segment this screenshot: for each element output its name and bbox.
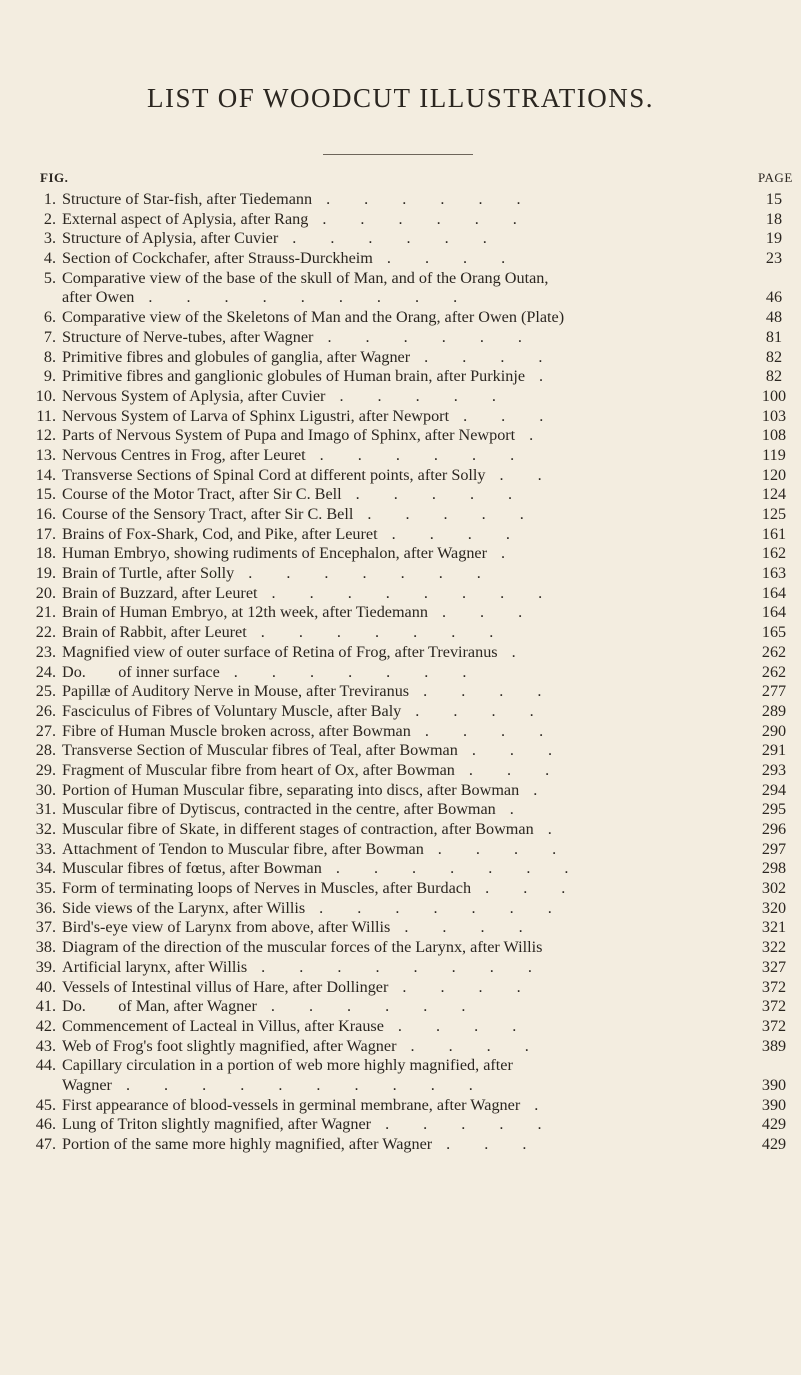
caption-text: Primitive fibres and ganglionic globules of Human brain, after Purkinje (62, 367, 526, 386)
figure-caption (62, 288, 472, 308)
figure-caption (62, 820, 567, 840)
dot-leaders: . . . . (424, 721, 559, 740)
page-number: 108 (761, 426, 787, 445)
caption-text: Do. of Man, after Wagner (62, 997, 257, 1016)
list-item (0, 781, 801, 801)
page-number: 165 (761, 623, 787, 642)
figure-caption (62, 1037, 544, 1057)
dot-leaders: . . . . (402, 977, 536, 996)
figure-number: 39. (35, 957, 56, 976)
caption-text: Muscular fibre of Dytiscus, contracted in the centre, after Bowman (62, 800, 496, 819)
figure-caption (62, 879, 580, 899)
illustrations-list (0, 190, 801, 1155)
figure-caption (62, 899, 567, 919)
page-number: 322 (761, 938, 787, 957)
figure-number: 19. (35, 564, 56, 583)
dot-leaders: . . . . . . (327, 327, 537, 346)
figure-number: 10. (35, 386, 56, 405)
page-number: 372 (761, 1016, 787, 1035)
page-number: 297 (761, 839, 787, 858)
figure-caption (62, 702, 549, 722)
caption-text: Artificial larynx, after Willis (62, 957, 248, 976)
figure-number: 38. (35, 938, 56, 957)
figure-number: 12. (35, 426, 56, 445)
figure-number: 1. (43, 190, 56, 208)
list-item (0, 918, 801, 938)
dot-leaders: . (534, 1095, 554, 1114)
figure-caption (62, 643, 531, 663)
list-item (0, 1115, 801, 1135)
page-number: 82 (765, 367, 783, 386)
figure-number: 21. (35, 603, 56, 622)
figure-number: 20. (35, 583, 56, 602)
figure-number: 29. (35, 760, 56, 779)
list-item (0, 859, 801, 879)
caption-text: Web of Frog's foot slightly magnified, after Wagner (62, 1036, 397, 1055)
figure-caption (62, 249, 520, 269)
caption-text: Nervous System of Aplysia, after Cuvier (62, 386, 326, 405)
figure-number: 23. (35, 642, 56, 661)
caption-text: Lung of Triton slightly magnified, after Wagner (62, 1115, 372, 1134)
list-item (0, 663, 801, 683)
list-item (0, 603, 801, 623)
page-number: 164 (761, 583, 787, 602)
caption-text: Papillæ of Auditory Nerve in Mouse, after Treviranus (62, 682, 410, 701)
caption-text: Primitive fibres and globules of ganglia, after Wagner (62, 347, 411, 366)
list-item (0, 328, 801, 348)
page-number: 277 (761, 682, 787, 701)
caption-text: Human Embryo, showing rudiments of Encephalon, after Wagner (62, 544, 488, 563)
caption-text: Nervous Centres in Frog, after Leuret (62, 445, 306, 464)
figure-number: 35. (35, 879, 56, 898)
caption-text: Structure of Star-fish, after Tiedemann (62, 190, 313, 208)
caption-text: Comparative view of the base of the skull of Man, and of the Orang Outan, (62, 268, 549, 287)
page-number: 164 (761, 603, 787, 622)
list-item (0, 1056, 801, 1076)
list-item (0, 840, 801, 860)
caption-text: External aspect of Aplysia, after Rang (62, 209, 309, 228)
dot-leaders: . . . . . . (270, 997, 481, 1016)
figure-number: 18. (35, 544, 56, 563)
page-number: 161 (761, 524, 787, 543)
dot-leaders: . . . (446, 1135, 542, 1153)
figure-caption (62, 564, 496, 584)
figure-number: 34. (35, 859, 56, 878)
dot-leaders: . (509, 800, 529, 819)
figure-number: 25. (35, 682, 56, 701)
dot-leaders: . . . (485, 879, 581, 898)
figure-caption (62, 800, 529, 820)
caption-text: Bird's-eye view of Larynx from above, after Willis (62, 918, 391, 937)
figure-caption (62, 722, 558, 742)
dot-leaders: . (533, 780, 553, 799)
list-item (0, 288, 801, 308)
figure-number: 14. (35, 465, 56, 484)
figure-caption (62, 308, 578, 328)
figure-caption (62, 1076, 488, 1096)
figure-number: 15. (35, 485, 56, 504)
figure-number: 30. (35, 780, 56, 799)
figure-caption (62, 623, 508, 643)
figure-caption (62, 978, 536, 998)
page-number: 162 (761, 544, 787, 563)
caption-text: Section of Cockchafer, after Strauss-Durckheim (62, 249, 373, 268)
figure-caption (62, 1115, 556, 1135)
figure-caption (62, 741, 567, 761)
caption-text: Parts of Nervous System of Pupa and Imago of Sphinx, after Newport (62, 426, 516, 445)
caption-text: Brain of Rabbit, after Leuret (62, 623, 247, 642)
page-number: 262 (761, 662, 787, 681)
list-item (0, 1096, 801, 1116)
caption-text: Brain of Buzzard, after Leuret (62, 583, 258, 602)
page-number: 295 (761, 800, 787, 819)
page-number: 293 (761, 760, 787, 779)
page-number: 389 (761, 1036, 787, 1055)
page-number: 81 (765, 327, 783, 346)
list-item (0, 938, 801, 958)
list-item (0, 741, 801, 761)
dot-leaders: . . . . . . (322, 209, 532, 228)
dot-leaders: . . . . . . . (233, 662, 482, 681)
figure-number: 4. (43, 249, 56, 268)
dot-leaders: . . . . . . (292, 229, 502, 248)
dot-leaders: . . . (468, 760, 565, 779)
caption-text: Fasciculus of Fibres of Voluntary Muscle, after Baly (62, 701, 402, 720)
figure-number: 7. (43, 327, 56, 346)
figure-caption (62, 544, 520, 564)
list-item (0, 1017, 801, 1037)
page-number: 372 (761, 997, 787, 1016)
figure-caption (62, 426, 548, 446)
caption-text: Brains of Fox-Shark, Cod, and Pike, after Leuret (62, 524, 378, 543)
list-item (0, 210, 801, 230)
dot-leaders: . . . . . . . . . (148, 288, 473, 307)
figure-caption (62, 584, 557, 604)
list-item (0, 958, 801, 978)
dot-leaders: . . . . . . . (260, 623, 509, 642)
figure-number: 27. (35, 721, 56, 740)
caption-text: Muscular fibre of Skate, in different stages of contraction, after Bowman (62, 820, 534, 838)
dot-leaders: . . . . (410, 1036, 544, 1055)
page-number: 327 (761, 957, 787, 976)
figure-caption (62, 682, 556, 702)
figure-caption (62, 328, 537, 348)
dot-leaders: . . (499, 465, 557, 484)
page-number: 390 (761, 1075, 787, 1094)
page-number: 19 (765, 229, 783, 248)
page-number: 291 (761, 741, 787, 760)
dot-leaders: . (529, 426, 549, 445)
list-item (0, 997, 801, 1017)
dot-leaders: . . . . (386, 249, 521, 268)
caption-text: Side views of the Larynx, after Willis (62, 898, 306, 917)
caption-text: Nervous System of Larva of Sphinx Ligustri, after Newport (62, 406, 450, 425)
list-item (0, 623, 801, 643)
dot-leaders: . . . . . . . (319, 898, 567, 917)
list-item (0, 879, 801, 899)
figure-caption (62, 466, 557, 486)
caption-text: Course of the Motor Tract, after Sir C. Bell (62, 485, 342, 504)
list-item (0, 525, 801, 545)
figure-number: 17. (35, 524, 56, 543)
figure-number: 2. (43, 209, 56, 228)
caption-text: First appearance of blood-vessels in germinal membrane, after Wagner (62, 1095, 521, 1114)
figure-number: 31. (35, 800, 56, 819)
page-number: 429 (761, 1115, 787, 1134)
list-item (0, 978, 801, 998)
list-item (0, 348, 801, 368)
figure-number: 22. (35, 623, 56, 642)
list-item (0, 407, 801, 427)
page-number: 100 (761, 386, 787, 405)
figure-number: 40. (35, 977, 56, 996)
figure-number: 26. (35, 701, 56, 720)
caption-text: Fibre of Human Muscle broken across, after Bowman (62, 721, 411, 740)
caption-text: Capillary circulation in a portion of web more highly magnified, after (62, 1056, 513, 1075)
figure-caption (62, 269, 562, 289)
page-number: 298 (761, 859, 787, 878)
caption-text: Wagner (62, 1075, 112, 1094)
dot-leaders: . . . . . . . . (261, 957, 547, 976)
dot-leaders: . . . (441, 603, 538, 622)
figure-number: 37. (35, 918, 56, 937)
list-item (0, 466, 801, 486)
list-item (0, 544, 801, 564)
dot-leaders: . . . . (415, 701, 549, 720)
figure-number: 8. (43, 347, 56, 366)
dot-leaders: . . . . . . (326, 190, 536, 208)
dot-leaders: . . . . . (355, 485, 528, 504)
caption-text: Transverse Sections of Spinal Cord at different points, after Solly (62, 465, 486, 484)
list-item (0, 1135, 801, 1155)
dot-leaders: . . . . (437, 839, 572, 858)
caption-text: Diagram of the direction of the muscular forces of the Larynx, after Willis (62, 938, 543, 957)
figure-caption (62, 1096, 553, 1116)
page-number: 82 (765, 347, 783, 366)
figure-caption (62, 190, 536, 210)
list-item (0, 899, 801, 919)
figure-number: 6. (43, 308, 56, 327)
dot-leaders: . . . . (397, 1016, 532, 1035)
figure-caption (62, 367, 558, 387)
caption-text: Fragment of Muscular fibre from heart of Ox, after Bowman (62, 760, 455, 779)
list-item (0, 820, 801, 840)
figure-caption (62, 505, 539, 525)
page-number: 294 (761, 780, 787, 799)
list-item (0, 426, 801, 446)
figure-number: 16. (35, 505, 56, 523)
dot-leaders: . . . . . (339, 386, 511, 405)
figure-number: 36. (35, 898, 56, 917)
page-number: 289 (761, 701, 787, 720)
list-item (0, 702, 801, 722)
page-number: 302 (761, 879, 787, 898)
dot-leaders: . . . . . . . . (271, 583, 558, 602)
figure-caption (62, 938, 556, 958)
figure-caption (62, 485, 527, 505)
dot-leaders: . . . (471, 741, 568, 760)
page-number: 124 (761, 485, 787, 504)
dot-leaders: . . . . (391, 524, 525, 543)
page-number: 321 (761, 918, 787, 937)
figure-number: 46. (35, 1115, 56, 1134)
page-number: 290 (761, 721, 787, 740)
caption-text: Commencement of Lacteal in Villus, after Krause (62, 1016, 384, 1035)
dot-leaders: . . . (463, 406, 559, 425)
page-title: LIST OF WOODCUT ILLUSTRATIONS. (146, 83, 655, 113)
list-item (0, 722, 801, 742)
dot-leaders: . . . . . . (319, 445, 530, 464)
dot-leaders: . . . . . (367, 505, 539, 523)
page-number: 15 (765, 190, 783, 208)
figure-caption (62, 958, 547, 978)
figure-number: 11. (36, 406, 56, 425)
caption-text: Do. of inner surface (62, 662, 220, 681)
figure-number: 45. (35, 1095, 56, 1114)
list-item (0, 229, 801, 249)
list-item (0, 643, 801, 663)
caption-text: Muscular fibres of fœtus, after Bowman (62, 859, 322, 878)
figure-number: 43. (35, 1036, 56, 1055)
dot-leaders: . (539, 367, 559, 386)
list-item (0, 269, 801, 289)
list-item (0, 1037, 801, 1057)
list-item (0, 761, 801, 781)
figure-caption (62, 525, 525, 545)
list-item (0, 387, 801, 407)
page-number: 125 (761, 505, 787, 523)
list-item (0, 564, 801, 584)
caption-text: Transverse Section of Muscular fibres of Teal, after Bowman (62, 741, 458, 760)
page-number: 103 (761, 406, 787, 425)
figure-caption (62, 840, 571, 860)
figure-caption (62, 1056, 527, 1076)
page-number: 163 (761, 564, 787, 583)
figure-number: 28. (35, 741, 56, 760)
title-rule (323, 154, 473, 155)
figure-number: 9. (43, 367, 56, 386)
figure-number: 32. (35, 820, 56, 838)
page-number: 372 (761, 977, 787, 996)
figure-number: 24. (35, 662, 56, 681)
dot-leaders: . . . . . . . . . . (125, 1075, 488, 1094)
figure-number: 41. (35, 997, 56, 1016)
page-number: 48 (765, 308, 783, 327)
page-number: 23 (765, 249, 783, 268)
list-item (0, 446, 801, 466)
figure-caption (62, 859, 583, 879)
figure-caption (62, 348, 557, 368)
list-item (0, 584, 801, 604)
caption-text: Brain of Turtle, after Solly (62, 564, 235, 583)
dot-leaders: . . . . (423, 682, 557, 701)
page-number: 119 (762, 445, 786, 464)
page-column-header: PAGE (758, 170, 793, 185)
list-item (0, 682, 801, 702)
figure-caption (62, 761, 564, 781)
figure-caption (62, 1135, 541, 1155)
figure-caption (62, 997, 480, 1017)
page-number: 46 (765, 288, 783, 307)
figure-caption (62, 1017, 531, 1037)
figure-caption (62, 603, 537, 623)
caption-text: Structure of Nerve-tubes, after Wagner (62, 327, 314, 346)
dot-leaders: . (501, 544, 521, 563)
caption-text: Attachment of Tendon to Muscular fibre, after Bowman (62, 839, 424, 858)
page-number: 296 (761, 820, 787, 838)
caption-text: Course of the Sensory Tract, after Sir C. Bell (62, 505, 354, 523)
list-item (0, 190, 801, 210)
caption-text: Portion of Human Muscular fibre, separating into discs, after Bowman (62, 780, 520, 799)
figure-caption (62, 663, 481, 683)
figure-caption (62, 781, 552, 801)
page-number: 320 (761, 898, 787, 917)
list-item (0, 249, 801, 269)
dot-leaders: . . . . . . . (248, 564, 496, 583)
caption-text: Vessels of Intestinal villus of Hare, after Dollinger (62, 977, 389, 996)
page-number: 429 (761, 1135, 787, 1153)
caption-text: Magnified view of outer surface of Retina of Frog, after Treviranus (62, 642, 498, 661)
page-number: 390 (761, 1095, 787, 1114)
dot-leaders: . . . . (404, 918, 538, 937)
caption-text: after Owen (62, 288, 135, 307)
list-item (0, 308, 801, 328)
figure-number: 47. (35, 1135, 56, 1153)
caption-text: Form of terminating loops of Nerves in Muscles, after Burdach (62, 879, 472, 898)
figure-caption (62, 446, 529, 466)
figure-number: 44. (35, 1056, 56, 1075)
list-item (0, 485, 801, 505)
caption-text: Portion of the same more highly magnified, after Wagner (62, 1135, 433, 1153)
page-number: 120 (761, 465, 787, 484)
dot-leaders: . . . . . (385, 1115, 557, 1134)
figure-number: 33. (35, 839, 56, 858)
dot-leaders: . . . . . . . (335, 859, 584, 878)
figure-caption (62, 387, 511, 407)
figure-caption (62, 210, 532, 230)
dot-leaders: . . . . (424, 347, 558, 366)
figure-number: 42. (35, 1016, 56, 1035)
list-item (0, 505, 801, 525)
figure-caption (62, 229, 502, 249)
page-number: 18 (765, 209, 783, 228)
dot-leaders: . (547, 820, 567, 838)
list-item (0, 800, 801, 820)
list-item (0, 367, 801, 387)
figure-number: 5. (43, 268, 56, 287)
caption-text: Comparative view of the Skeletons of Man and the Orang, after Owen (Plate) (62, 308, 565, 327)
dot-leaders: . (511, 642, 531, 661)
figure-caption (62, 407, 558, 427)
page-number: 262 (761, 642, 787, 661)
figure-caption (62, 918, 538, 938)
caption-text: Brain of Human Embryo, at 12th week, after Tiedemann (62, 603, 428, 622)
list-item (0, 1076, 801, 1096)
figure-number: 13. (35, 445, 56, 464)
caption-text: Structure of Aplysia, after Cuvier (62, 229, 279, 248)
figure-number: 3. (43, 229, 56, 248)
fig-column-header: FIG. (40, 170, 69, 185)
